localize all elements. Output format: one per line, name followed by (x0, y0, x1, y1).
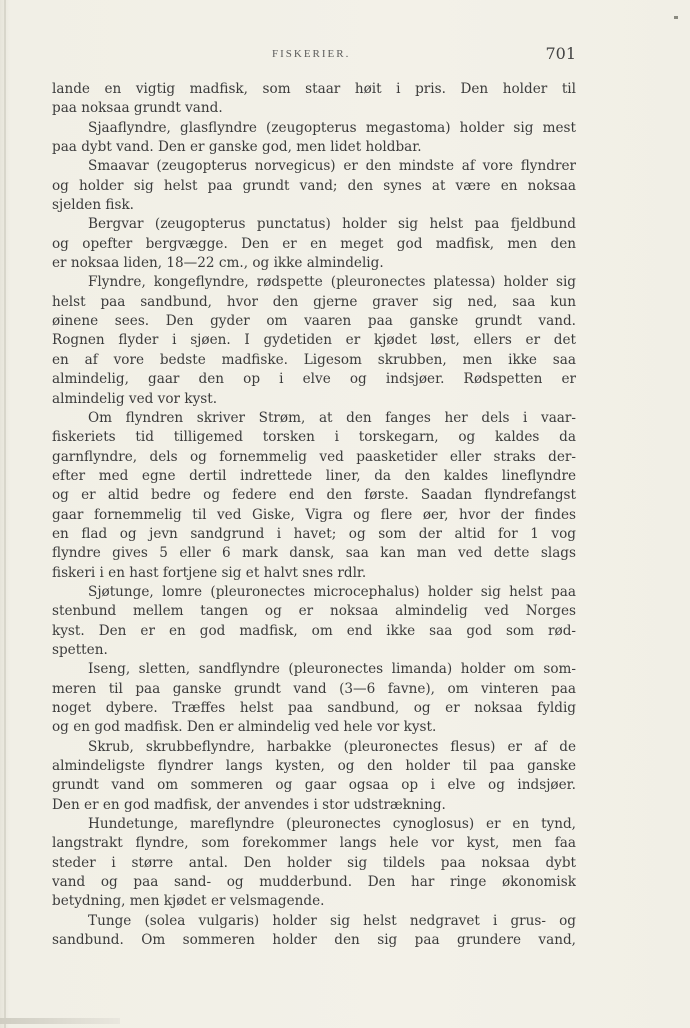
text-line: paa noksaa grundt vand. (52, 100, 223, 117)
text-line: Iseng, sletten, sandflyndre (pleuronectes limanda) holder om som- (88, 661, 576, 678)
text-line: Rognen flyder i sjøen. I gydetiden er kjødet løst, ellers er det (52, 332, 576, 349)
text-line: almindelig ved vor kyst. (52, 390, 218, 407)
text-line: almindeligste flyndrer langs kysten, og den holder til paa ganske (52, 758, 576, 775)
text-line: steder i større antal. Den holder sig tildels paa noksaa dybt (52, 854, 576, 871)
text-line: paa dybt vand. Den er ganske god, men lidet holdbar. (52, 139, 422, 156)
text-line: vand og paa sand- og mudderbund. Den har ringe økonomisk (52, 874, 576, 891)
text-line: efter med egne dertil indrettede liner, da den kaldes lineflyndre (52, 467, 576, 484)
text-line: Den er en god madfisk, der anvendes i stor udstrækning. (52, 796, 446, 813)
text-line: sjelden fisk. (52, 197, 135, 214)
text-line: spetten. (52, 641, 108, 658)
text-line: Sjøtunge, lomre (pleuronectes microcephalus) holder sig helst paa (88, 583, 576, 600)
text-line: betydning, men kjødet er velsmagende. (52, 893, 325, 910)
text-line: er noksaa liden, 18—22 cm., og ikke almindelig. (52, 255, 384, 272)
text-line: grundt vand om sommeren og gaar ogsaa op i elve og indsjøer. (52, 777, 576, 794)
page-bottom-edge (0, 1018, 120, 1024)
page-header (52, 44, 576, 66)
text-line: fiskeriets tid tilligemed torsken i torskegarn, og kaldes da (52, 429, 576, 446)
page-binding-edge (4, 0, 6, 1028)
text-line: almindelig, gaar den op i elve og indsjøer. Rødspetten er (52, 371, 576, 388)
text-line: Om flyndren skriver Strøm, at den fanges her dels i vaar- (88, 409, 576, 426)
text-line: øinene sees. Den gyder om vaaren paa ganske grundt vand. (52, 313, 576, 330)
text-line: sandbund. Om sommeren holder den sig paa grundere vand, (52, 932, 576, 949)
text-line: gaar fornemmelig til ved Giske, Vigra og flere øer, hvor der findes (52, 506, 576, 523)
text-line: og er altid bedre og federe end den første. Saadan flyndrefangst (52, 487, 576, 504)
text-line: og holder sig helst paa grundt vand; den synes at være en noksaa (52, 177, 576, 194)
text-line: kyst. Den er en god madfisk, om end ikke saa god som rød- (52, 622, 576, 639)
text-line: Bergvar (zeugopterus punctatus) holder sig helst paa fjeldbund (88, 216, 576, 233)
text-line: Hundetunge, mareflyndre (pleuronectes cynoglosus) er en tynd, (88, 816, 576, 833)
text-line: Tunge (solea vulgaris) holder sig helst nedgravet i grus- og (88, 912, 576, 929)
running-head: FISKERIER. (272, 48, 351, 60)
text-line: stenbund mellem tangen og er noksaa almindelig ved Norges (52, 603, 576, 620)
text-line: flyndre gives 5 eller 6 mark dansk, saa kan man ved dette slags (52, 545, 576, 562)
text-line: og en god madfisk. Den er almindelig ved hele vor kyst. (52, 719, 437, 736)
text-line: helst paa sandbund, hvor den gjerne graver sig ned, saa kun (52, 293, 576, 310)
text-line: Flyndre, kongeflyndre, rødspette (pleuronectes platessa) holder sig (88, 274, 576, 291)
body-text (52, 80, 576, 950)
text-line: Smaavar (zeugopterus norvegicus) er den mindste af vore flyndrer (88, 158, 576, 175)
text-line: Sjaaflyndre, glasflyndre (zeugopterus megastoma) holder sig mest (88, 119, 576, 136)
text-line: Skrub, skrubbeflyndre, harbakke (pleuronectes flesus) er af de (88, 738, 576, 755)
text-line: en af vore bedste madfiske. Ligesom skrubben, men ikke saa (52, 351, 576, 368)
text-line: en flad og jevn sandgrund i havet; og som der altid for 1 vog (52, 525, 576, 542)
text-line: langstrakt flyndre, som forekommer langs hele vor kyst, men faa (52, 835, 576, 852)
text-line: garnflyndre, dels og fornemmelig ved paasketider eller straks der- (52, 448, 576, 465)
text-line: lande en vigtig madfisk, som staar høit i pris. Den holder til (52, 81, 576, 97)
text-line: og opefter bergvægge. Den er en meget god madfisk, men den (52, 235, 576, 252)
text-line: meren til paa ganske grundt vand (3—6 favne), om vinteren paa (52, 680, 576, 697)
page-number: 701 (545, 44, 576, 63)
text-line: fiskeri i en hast fortjene sig et halvt snes rdlr. (52, 564, 367, 581)
print-speck (674, 16, 678, 19)
text-line: noget dybere. Træffes helst paa sandbund, og er noksaa fyldig (52, 700, 576, 716)
